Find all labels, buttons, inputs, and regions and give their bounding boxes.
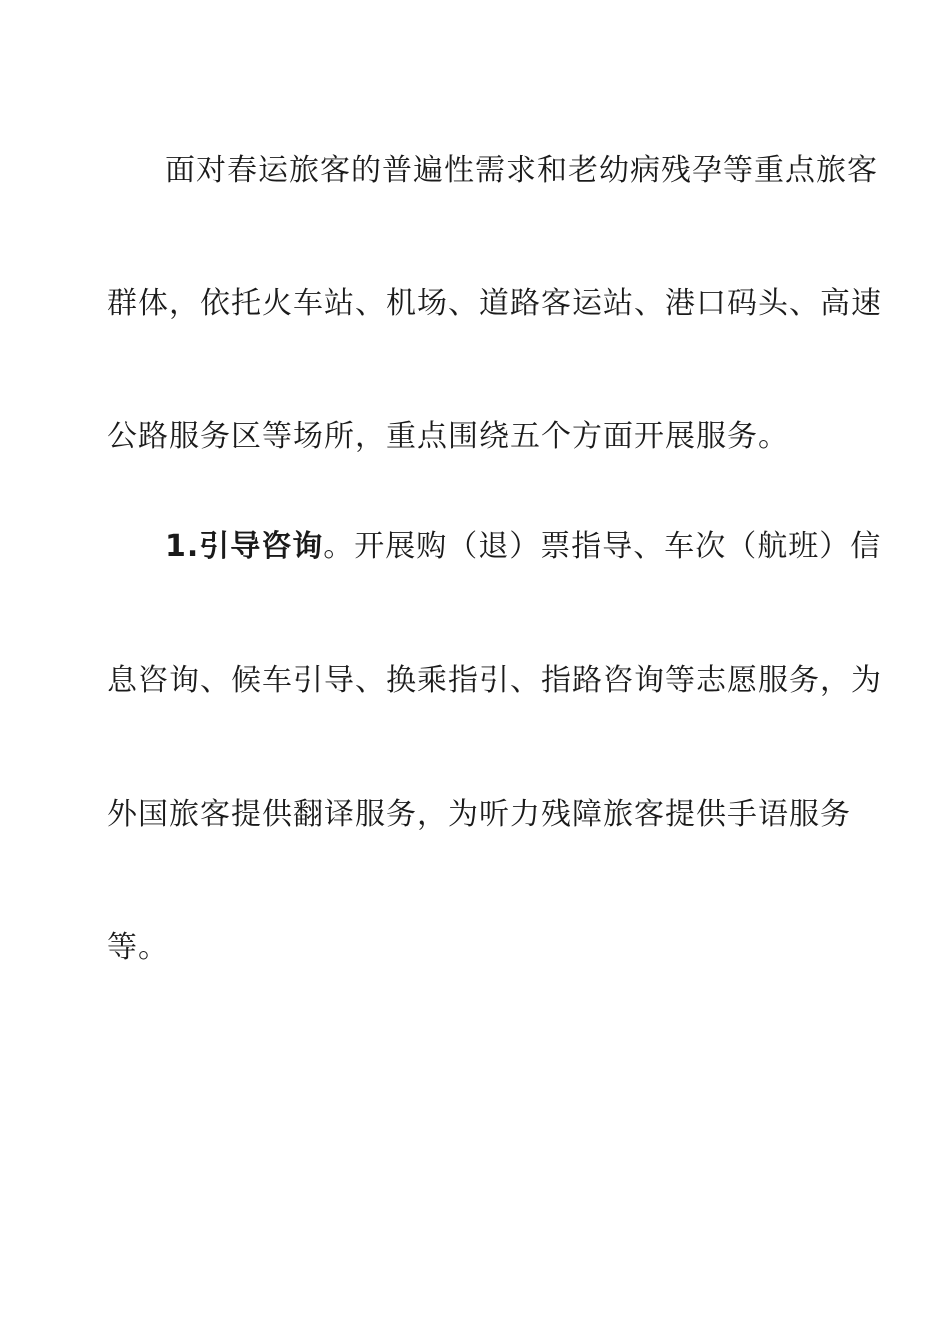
section-heading: 1.引导咨询 bbox=[165, 529, 324, 564]
paragraph-1-line-1: 面对春运旅客的普遍性需求和老幼病残孕等重点旅客 bbox=[165, 153, 878, 188]
paragraph-1-line-3: 公路服务区等场所，重点围绕五个方面开展服务。 bbox=[107, 419, 789, 454]
paragraph-2-line-3: 外国旅客提供翻译服务，为听力残障旅客提供手语服务 bbox=[107, 797, 851, 832]
paragraph-2-line-2: 息咨询、候车引导、换乘指引、指路咨询等志愿服务，为 bbox=[107, 663, 882, 698]
paragraph-2-line-4: 等。 bbox=[107, 930, 169, 965]
paragraph-2-line-1 bbox=[107, 527, 882, 567]
paragraph-2-line-1-text: 。开展购（退）票指导、车次（航班）信 bbox=[323, 529, 882, 564]
paragraph-1-line-2: 群体，依托火车站、机场、道路客运站、港口码头、高速 bbox=[107, 286, 882, 321]
